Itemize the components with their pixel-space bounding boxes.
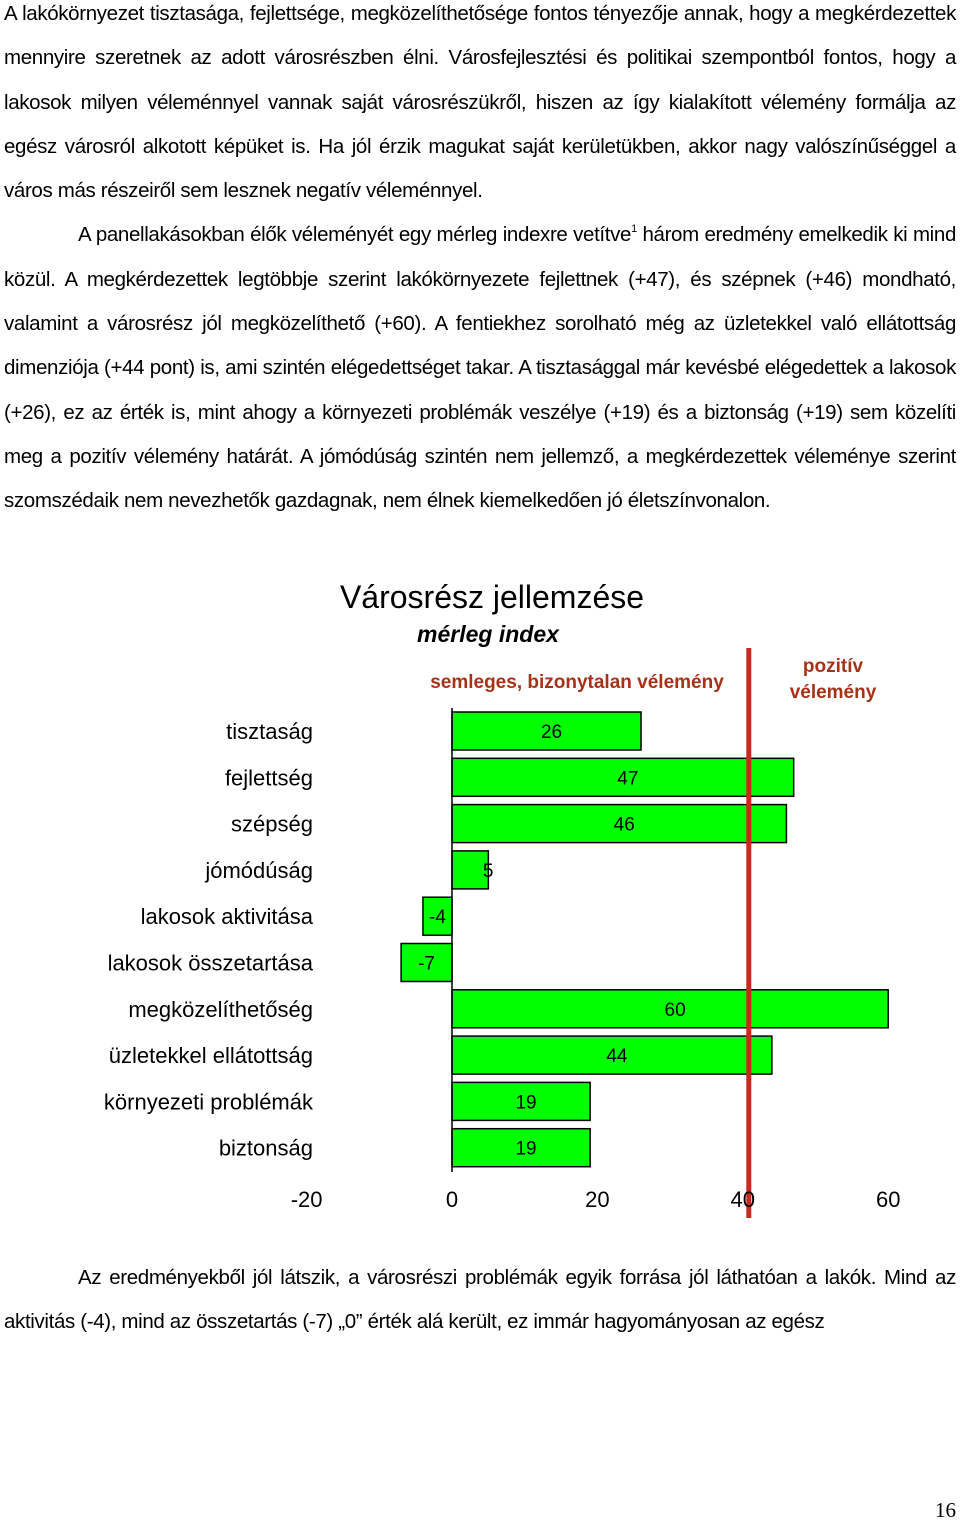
- body-paragraph-1: [4, 0, 956, 524]
- paragraph-1-text-c: három eredmény emelkedik ki mind közül. A megkérdezettek legtöbbje szerint lakókörnyezete fejlettnek (+47), és szépnek (+46) mondható, valamint a városrész jól megközelíthető (+60). A fentiekhez sorolható még az üzletekkel való ellátottság dimenziója (+44 pont) is, ami szintén elégedettséget takar. A tisztasággal már kevésbé elégedettek a lakosok (+26), ez az érték is, mint ahogy a környezeti problémák veszélye (+19) és a biztonság (+19) sem közelíti meg a pozitív vélemény határát. A jómódúság szintén nem jellemző, a megkérdezettek véleménye szerint szomszédaik nem nevezhetők gazdagnak, nem élnek kiemelkedően jó életszínvonalon.: [4, 223, 956, 513]
- paragraph-1-text-b: A panellakásokban élők véleményét egy mérleg indexre vetítve: [78, 223, 632, 247]
- category-label-3: szépség: [231, 811, 313, 837]
- category-label-5: lakosok aktivitása: [140, 904, 313, 930]
- x-tick-label-3: 20: [585, 1187, 610, 1212]
- value-label-3: 46: [613, 814, 635, 836]
- category-label-10: biztonság: [218, 1135, 313, 1161]
- footnote-reference[interactable]: 1: [631, 223, 637, 236]
- category-label-4: jómódúság: [205, 857, 313, 883]
- x-tick-label-2: 0: [445, 1187, 459, 1212]
- value-label-8: 44: [606, 1046, 628, 1068]
- body-paragraph-2: [4, 1256, 956, 1345]
- value-label-10: 19: [515, 1138, 537, 1160]
- chart-subtitle: mérleg index: [417, 621, 559, 647]
- value-label-6: -7: [418, 953, 436, 975]
- positive-opinion-annotation-line-1: pozitív: [802, 656, 864, 677]
- paragraph-2-text: Az eredményekből jól látszik, a városrészi problémák egyik forrása jól láthatóan a lakók. Mind az aktivitás (-4), mind az összetartás (-7) „0” érték alá került, ez immár hagyományosan az egész: [4, 1266, 956, 1334]
- value-label-1: 26: [540, 722, 563, 743]
- category-label-6: lakosok összetartása: [107, 950, 313, 976]
- value-label-2: 47: [617, 768, 639, 790]
- category-labels: [104, 719, 314, 1161]
- positive-opinion-annotation-line-2: vélemény: [789, 682, 877, 703]
- x-tick-labels: [291, 1187, 901, 1212]
- chart-title: Városrész jellemzése: [339, 579, 645, 615]
- x-tick-label-4: 40: [730, 1187, 756, 1212]
- x-tick-label-5: 60: [875, 1187, 901, 1212]
- value-label-9: 19: [515, 1092, 537, 1114]
- chart-varosresz-jellemzese: [0, 560, 960, 1240]
- neutral-opinion-annotation: semleges, bizonytalan vélemény: [430, 672, 724, 693]
- value-label-5: -4: [429, 907, 446, 929]
- value-label-7: 60: [664, 999, 686, 1021]
- category-label-7: megközelíthetőség: [128, 996, 313, 1022]
- category-label-2: fejlettség: [224, 765, 313, 791]
- category-label-8: üzletekkel ellátottság: [108, 1043, 313, 1069]
- category-label-9: környezeti problémák: [103, 1089, 313, 1115]
- value-label-4: 5: [482, 860, 494, 882]
- category-label-1: tisztaság: [226, 719, 313, 744]
- bars: [401, 712, 888, 1167]
- x-tick-label-1: -20: [290, 1187, 323, 1212]
- paragraph-1-text-a: A lakókörnyezet tisztasága, fejlettsége, megközelíthetősége fontos tényezője annak, hogy a megkérdezettek mennyire szeretnek az adott városrészben élni. Városfejlesztési és politikai szempontból fontos, hogy a lakosok milyen véleménnyel vannak saját városrészükről, hiszen az így kialakított vélemény formálja az egész városról alkotott képüket is. Ha jól érzik magukat saját kerületükben, akkor nagy valószínűséggel a város más részeiről sem lesznek negatív véleménnyel.: [4, 2, 956, 203]
- page-number: 16: [935, 1498, 956, 1522]
